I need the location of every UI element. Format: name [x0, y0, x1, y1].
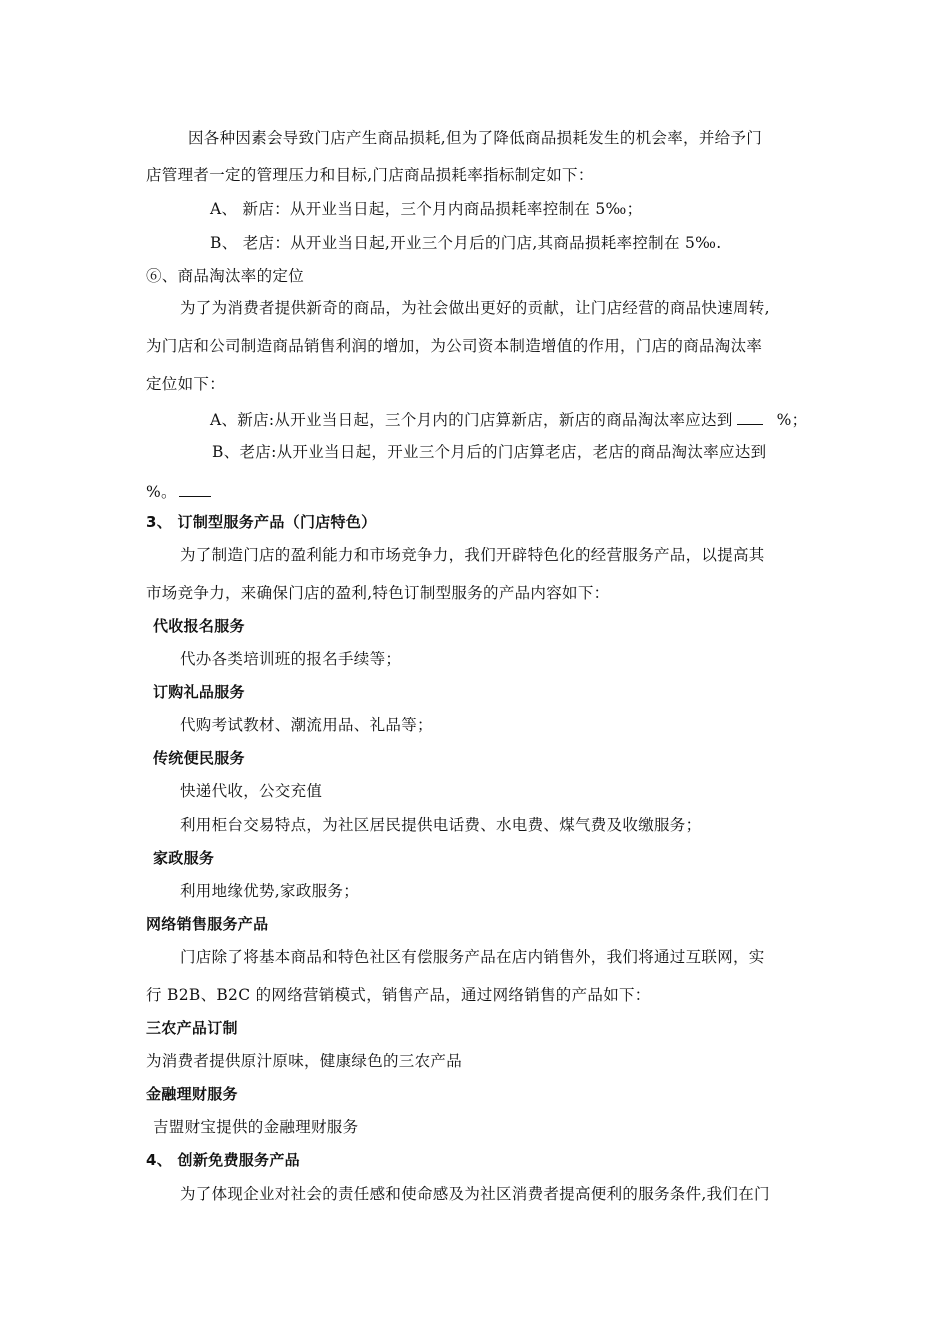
- loss-paragraph-line-1: 因各种因素会导致门店产生商品损耗,但为了降低商品损耗发生的机会率，并给予门: [188, 129, 763, 147]
- elimination-item-old-store: B、老店:从开业当日起，开业三个月后的门店算老店，老店的商品淘汰率应达到: [212, 443, 767, 461]
- service-description: 利用柜台交易特点，为社区居民提供电话费、水电费、煤气费及收缴服务；: [180, 816, 702, 834]
- farm-products-description: 为消费者提供原汁原味，健康绿色的三农产品: [146, 1052, 463, 1070]
- custom-paragraph-line-2: 市场竞争力，来确保门店的盈利,特色订制型服务的产品内容如下：: [146, 584, 610, 602]
- elimination-paragraph-line-3: 定位如下：: [146, 375, 226, 393]
- online-sales-heading: 网络销售服务产品: [146, 915, 269, 933]
- custom-services-heading: 3、 订制型服务产品（门店特色）: [146, 513, 377, 531]
- elimination-item-old-store-continued: [146, 479, 211, 502]
- loss-item-new-store: A、 新店：从开业当日起，三个月内商品损耗率控制在 5‰；: [210, 200, 643, 218]
- online-paragraph-line-1: 门店除了将基本商品和特色社区有偿服务产品在店内销售外，我们将通过互联网，实: [180, 948, 765, 966]
- elimination-paragraph-line-1: 为了为消费者提供新奇的商品，为社会做出更好的贡献，让门店经营的商品快速周转,: [180, 299, 770, 317]
- custom-paragraph-line-1: 为了制造门店的盈利能力和市场竞争力，我们开辟特色化的经营服务产品，以提高其: [180, 546, 765, 564]
- service-title: 订购礼品服务: [153, 683, 245, 701]
- finance-service-title: 金融理财服务: [146, 1085, 238, 1103]
- free-services-heading: 4、 创新免费服务产品: [146, 1151, 300, 1169]
- service-description: 代办各类培训班的报名手续等；: [180, 650, 402, 668]
- service-description: 快递代收，公交充值: [180, 782, 323, 800]
- service-title: 家政服务: [153, 849, 215, 867]
- percent-sign: %。: [146, 483, 177, 501]
- elimination-item-new-store-text: A、新店:从开业当日起，三个月内的门店算新店，新店的商品淘汰率应达到: [210, 411, 733, 429]
- fill-in-blank: [737, 407, 763, 425]
- online-paragraph-line-2: 行 B2B、B2C 的网络营销模式，销售产品，通过网络销售的产品如下：: [146, 986, 651, 1004]
- service-description: 代购考试教材、潮流用品、礼品等；: [180, 716, 433, 734]
- elimination-heading: ⑥、商品淘汰率的定位: [146, 267, 305, 285]
- finance-service-description: 吉盟财宝提供的金融理财服务: [153, 1118, 359, 1136]
- loss-paragraph-line-2: 店管理者一定的管理压力和目标,门店商品损耗率指标制定如下：: [146, 166, 594, 184]
- fill-in-blank: [179, 479, 211, 497]
- percent-sign: %；: [776, 411, 808, 429]
- service-description: 利用地缘优势,家政服务；: [180, 882, 360, 900]
- elimination-item-new-store: [210, 407, 807, 430]
- elimination-paragraph-line-2: 为门店和公司制造商品销售利润的增加，为公司资本制造增值的作用，门店的商品淘汰率: [146, 337, 763, 355]
- free-paragraph-line-1: 为了体现企业对社会的责任感和使命感及为社区消费者提高便利的服务条件,我们在门: [180, 1185, 770, 1203]
- loss-item-old-store: B、 老店：从开业当日起,开业三个月后的门店,其商品损耗率控制在 5‰.: [210, 234, 722, 252]
- service-title: 代收报名服务: [153, 617, 245, 635]
- service-title: 传统便民服务: [153, 749, 245, 767]
- farm-products-title: 三农产品订制: [146, 1019, 238, 1037]
